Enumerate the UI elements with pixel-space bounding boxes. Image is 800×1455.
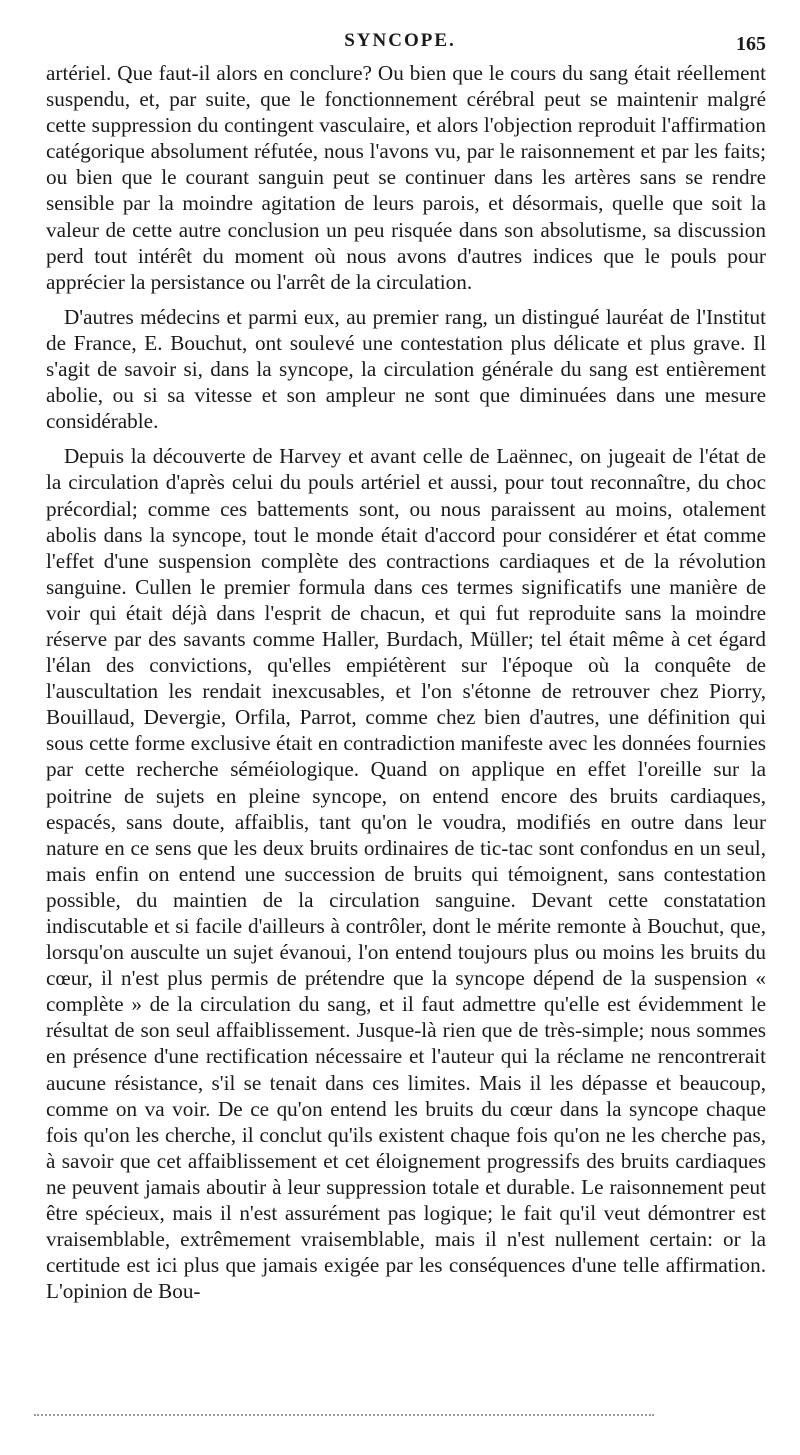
paragraph-bouchut-contestation: D'autres médecins et parmi eux, au premier rang, un distingué lauréat de l'Institut de France, E. Bouchut, ont soulevé une contestation plus délicate et plus grave. Il s'agit de savoir si, dans la syncope, la circulation générale du sang est entièrement abolie, ou si sa vitesse et son ampleur ne sont que diminuées dans une mesure considérable. [46, 304, 766, 434]
paragraph-continuation: artériel. Que faut-il alors en conclure? Ou bien que le cours du sang était réellement suspendu, et, par suite, que le fonctionnement cérébral peut se maintenir malgré cette suppression du contingent vasculaire, et alors l'objection reproduit l'affirmation catégorique absolument réfutée, nous l'avons vu, par le raisonnement et par les faits; ou bien que le courant sanguin peut se continuer dans les artères sans se rendre sensible par la moindre agitation de leurs parois, et désormais, quelle que soit la valeur de cette autre conclusion un peu risquée dans son absolutisme, sa discussion perd tout intérêt du moment où nous avons d'autres indices que le pouls pour apprécier la persistance ou l'arrêt de la circulation. [46, 61, 766, 294]
running-title: SYNCOPE. [344, 30, 456, 51]
page-number: 165 [736, 33, 766, 55]
body-text [46, 60, 766, 1313]
running-head [0, 28, 800, 60]
paragraph-harvey-laennec: Depuis la découverte de Harvey et avant celle de Laënnec, on jugeait de l'état de la circulation d'après celui du pouls artériel et aussi, pour tout reconnaître, du choc précordial; comme ces battements sont, ou nous paraissent au moins, otalement abolis dans la syncope, tout le monde était d'accord pour considérer et état comme l'effet d'une suspension complète des contractions cardiaques et de la révolution sanguine. Cullen le premier formula dans ces termes significatifs une manière de voir qui était déjà dans l'esprit de chacun, et qui fut reproduite sans la moindre réserve par des savants comme Haller, Burdach, Müller; tel était même à cet égard l'élan des convictions, qu'elles empiétèrent sur l'époque où la conquête de l'auscultation les rendait inexcusables, et l'on s'étonne de retrouver chez Piorry, Bouillaud, Devergie, Orfila, Parrot, comme chez bien d'autres, une définition qui sous cette forme exclusive était en contradiction manifeste avec les données fournies par cette recherche séméiologique. Quand on applique en effet l'oreille sur la poitrine de sujets en pleine syncope, on entend encore des bruits cardiaques, espacés, sans doute, affaiblis, tant qu'on le voudra, modifiés en outre dans leur nature en ce sens que les deux bruits ordinaires de tic-tac sont confondus en un seul, mais enfin on entend une succession de bruits qui témoignent, sans contestation possible, du maintien de la circulation sanguine. Devant cette constatation indiscutable et si facile d'ailleurs à contrôler, dont le mérite remonte à Bouchut, que, lorsqu'on ausculte un sujet évanoui, l'on entend toujours plus ou moins les bruits du cœur, il n'est plus permis de prétendre que la syncope dépend de la suspension « complète » de la circulation du sang, et il faut admettre qu'elle est évidemment le résultat de son seul affaiblissement. Jusque-là rien que de très-simple; nous sommes en présence d'une rectification nécessaire et l'auteur qui la réclame ne rencontrerait aucune résistance, s'il se tenait dans ces limites. Mais il les dépasse et beaucoup, comme on va voir. De ce qu'on entend les bruits du cœur dans la syncope chaque fois qu'on les cherche, il conclut qu'ils existent chaque fois qu'on ne les cherche pas, à savoir que cet affaiblissement et cet éloignement progressifs des bruits cardiaques ne peuvent jamais aboutir à leur suppression totale et durable. Le raisonnement peut être spécieux, mais il n'est assurément pas logique; le fait qu'il veut démontrer est vraisemblable, extrêmement vraisemblable, mais il n'est nullement certain: or la certitude est ici plus que jamais exigée par les conséquences d'une telle affirmation. L'opinion de Bou- [46, 444, 766, 1304]
bottom-rule-divider [34, 1414, 654, 1416]
